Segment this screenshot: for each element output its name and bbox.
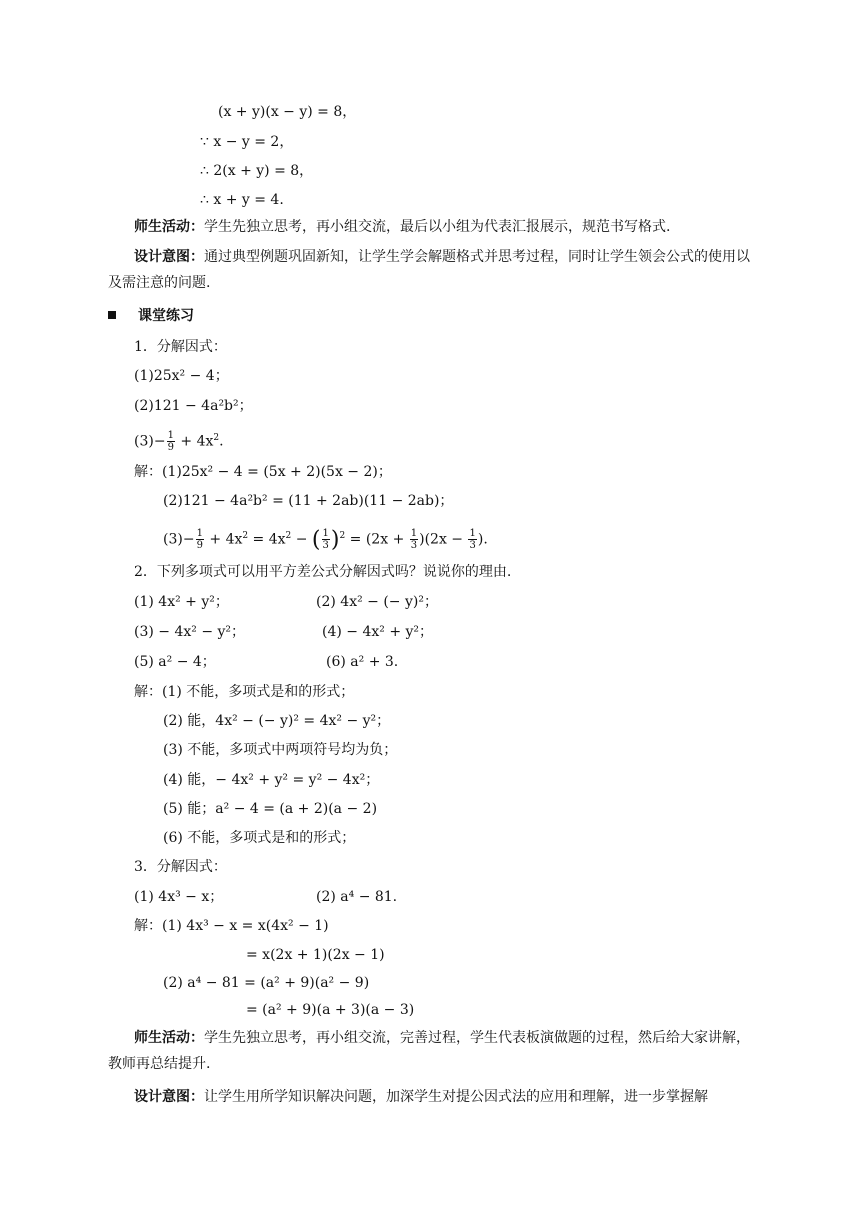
activity-paragraph [108, 1025, 758, 1077]
question-item: (6) a² + 3. [326, 654, 399, 670]
question-item: (5) a² − 4； [134, 654, 216, 670]
question-item: (2) a⁴ − 81. [316, 889, 398, 905]
solution-line: (3)− $\frac{1}{9}$ + $4x^2 = 4x^2$ − ( $\frac{1}{3}$ )$^2$ = (2x + $\frac{1}{3}$ )(2x − $\frac{1}{3}$ ). [163, 527, 488, 553]
square-bullet-icon [108, 311, 116, 319]
solution-line: 解：(1) 不能，多项式是和的形式； [134, 684, 355, 700]
activity-label: 师生活动： [134, 219, 204, 235]
question-title: 2．下列多项式可以用平方差公式分解因式吗？说说你的理由. [134, 564, 512, 580]
solution-label: 解： [134, 464, 162, 480]
question-item: (2)121 − 4a²b²； [134, 398, 253, 414]
solution-line: (5) 能；a² − 4 = (a + 2)(a − 2) [163, 801, 378, 817]
section-title: 课堂练习 [138, 308, 194, 324]
solution-line: = (a² + 9)(a + 3)(a − 3) [246, 1002, 415, 1018]
solution-line: (4) 能，− 4x² + y² = y² − 4x²； [163, 772, 380, 788]
solution-line: (2)121 − 4a²b² = (11 + 2ab)(11 − 2ab)； [163, 493, 454, 509]
question-item: (1) 4x³ − x； [134, 889, 224, 905]
solution-line: = x(2x + 1)(2x − 1) [246, 947, 385, 963]
solution-line: (3) 不能，多项式中两项符号均为负； [163, 742, 398, 758]
question-item: (3) − 4x² − y²； [134, 624, 246, 640]
question-title: 1．分解因式： [134, 339, 227, 355]
solution-line: (2) a⁴ − 81 = (a² + 9)(a² − 9) [163, 975, 370, 991]
solution-line: (2) 能，4x² − (− y)² = 4x² − y²； [163, 713, 391, 729]
question-item: (3)− $\frac{1}{9}$ + $4x^2$. [134, 430, 224, 454]
intent-label: 设计意图： [134, 249, 204, 265]
intro-line: (x + y)(x − y) = 8， [218, 104, 357, 120]
section-heading [108, 306, 194, 326]
intent-text: 让学生用所学知识解决问题，加深学生对提公因式法的应用和理解，进一步掌握解 [204, 1089, 708, 1105]
activity-paragraph [108, 214, 758, 240]
activity-text: 学生先独立思考，再小组交流，完善过程，学生代表板演做题的过程，然后给大家讲解，教师再总结提升. [108, 1030, 750, 1072]
solution-label: 解： [134, 918, 162, 934]
question-item: (1) 4x² + y²； [134, 594, 229, 610]
question-item: (4) − 4x² + y²； [322, 624, 434, 640]
intro-line: ∴ 2(x + y) = 8， [200, 163, 314, 179]
question-title: 3．分解因式： [134, 859, 227, 875]
solution-line: 解：(1)25x² − 4 = (5x + 2)(5x − 2)； [134, 464, 392, 480]
question-item: (1)25x² − 4； [134, 368, 229, 384]
intent-paragraph [108, 1084, 758, 1110]
solution-line: (6) 不能，多项式是和的形式； [163, 830, 356, 846]
intent-paragraph [108, 244, 758, 296]
intro-line: ∵ x − y = 2， [200, 134, 294, 150]
intent-label: 设计意图： [134, 1089, 204, 1105]
solution-label: 解： [134, 684, 162, 700]
intent-text: 通过典型例题巩固新知，让学生学会解题格式并思考过程，同时让学生领会公式的使用以及需注意的问题. [108, 249, 750, 291]
intro-line: ∴ x + y = 4. [200, 192, 284, 208]
activity-label: 师生活动： [134, 1030, 204, 1046]
question-item: (2) 4x² − (− y)²； [316, 594, 438, 610]
solution-line: 解：(1) 4x³ − x = x(4x² − 1) [134, 918, 329, 934]
activity-text: 学生先独立思考，再小组交流，最后以小组为代表汇报展示，规范书写格式. [204, 219, 671, 235]
